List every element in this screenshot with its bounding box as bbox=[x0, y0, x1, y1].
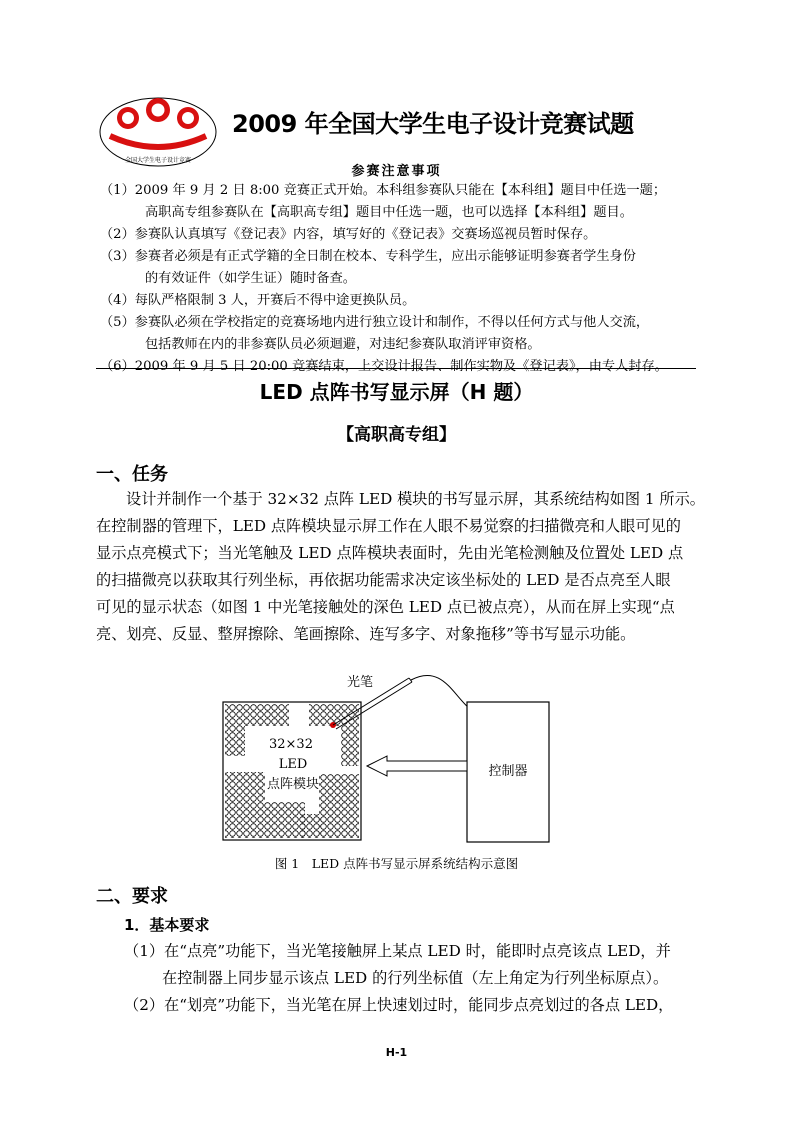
paragraph-line: 显示点亮模式下；当光笔触及 LED 点阵模块表面时，先由光笔检测触及位置处 LED 点 bbox=[96, 544, 684, 562]
requirement-line: （1）在“点亮”功能下，当光笔接触屏上某点 LED 时，能即时点亮该点 LED，并 bbox=[124, 942, 671, 960]
contest-logo bbox=[96, 88, 220, 168]
signal-arrow bbox=[367, 756, 467, 776]
page-number: H-1 bbox=[385, 1046, 408, 1059]
logo-text: 全国大学生电子设计竞赛 bbox=[124, 157, 192, 164]
task-paragraph bbox=[96, 486, 705, 648]
module-label-size: 32×32 bbox=[269, 737, 313, 752]
requirement-list bbox=[124, 938, 714, 1019]
section-heading-requirements: 二、要求 bbox=[96, 886, 168, 907]
requirement-line: 在控制器上同步显示该点 LED 的行列坐标值（左上角定为行列坐标原点）。 bbox=[162, 969, 669, 987]
section-heading-task: 一、任务 bbox=[96, 464, 168, 485]
divider bbox=[96, 368, 696, 369]
module-label-led: LED bbox=[278, 757, 308, 772]
notice-item: （6）2009 年 9 月 5 日 20:00 竞赛结束，上交设计报告、制作实物及《登记表》，由专人封存。 bbox=[100, 359, 668, 374]
notice-item: （5）参赛队必须在学校指定的竞赛场地内进行独立设计和制作，不得以任何方式与他人交流， 包括教师在内的非参赛队员必须迴避，对违纪参赛队取消评审资格。 bbox=[100, 315, 650, 352]
notice-title: 参赛注意事项 bbox=[351, 164, 442, 179]
paragraph-line: 在控制器的管理下，LED 点阵模块显示屏工作在人眼不易觉察的扫描微亮和人眼可见的 bbox=[96, 517, 681, 535]
paragraph-line: 的扫描微亮以获取其行列坐标，再依据功能需求决定该坐标处的 LED 是否点亮至人眼 bbox=[96, 571, 671, 589]
page-title: 2009 年全国大学生电子设计竞赛试题 bbox=[232, 110, 634, 138]
module-label-name: 点阵模块 bbox=[266, 777, 320, 792]
group-title: 【高职高专组】 bbox=[337, 425, 456, 445]
notice-item: （2）参赛队认真填写《登记表》内容，填写好的《登记表》交赛场巡视员暂时保存。 bbox=[100, 227, 597, 242]
figure-1-diagram bbox=[215, 662, 560, 848]
pen-label: 光笔 bbox=[347, 675, 374, 690]
requirement-line: （2）在“划亮”功能下，当光笔在屏上快速划过时，能同步点亮划过的各点 LED， bbox=[124, 996, 674, 1014]
subsection-basic: 1．基本要求 bbox=[124, 916, 210, 934]
problem-title: LED 点阵书写显示屏（H 题） bbox=[259, 380, 534, 404]
controller-label: 控制器 bbox=[488, 764, 528, 779]
figure-caption: 图 1 LED 点阵书写显示屏系统结构示意图 bbox=[274, 856, 519, 871]
notice-item: （4）每队严格限制 3 人，开赛后不得中途更换队员。 bbox=[100, 293, 416, 308]
paragraph-line: 设计并制作一个基于 32×32 点阵 LED 模块的书写显示屏，其系统结构如图 1 所示。 bbox=[126, 490, 705, 508]
notice-item: （3）参赛者必须是有正式学籍的全日制在校本、专科学生，应出示能够证明参赛者学生身份 的有效证件（如学生证）随时备查。 bbox=[100, 249, 636, 286]
paragraph-line: 可见的显示状态（如图 1 中光笔接触处的深色 LED 点已被点亮），从而在屏上实现“点 bbox=[96, 598, 675, 616]
notice-list bbox=[100, 180, 700, 378]
notice-item: （1）2009 年 9 月 2 日 8:00 竞赛正式开始。本科组参赛队只能在【本科组】题目中任选一题； 高职高专组参赛队在【高职高专组】题目中任选一题，也可以选择【本科组】题目。 bbox=[100, 183, 667, 220]
paragraph-line: 亮、划亮、反显、整屏擦除、笔画擦除、连写多字、对象拖移”等书写显示功能。 bbox=[96, 625, 636, 643]
